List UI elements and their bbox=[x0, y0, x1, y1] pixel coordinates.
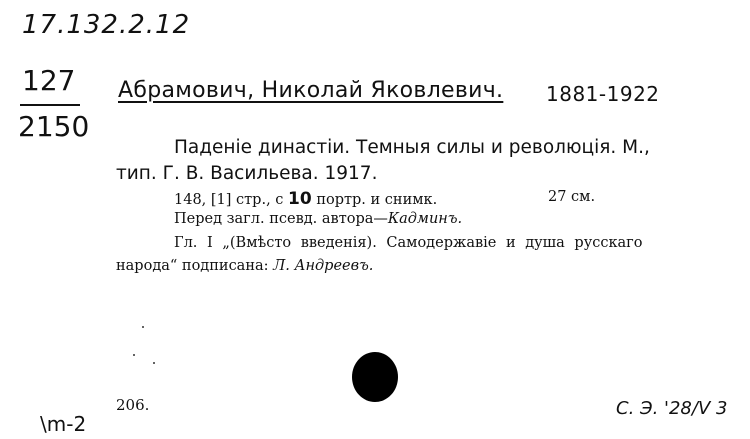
collation-line bbox=[174, 189, 437, 209]
collation-handwritten-number: 10 bbox=[288, 189, 312, 209]
collation-rest: портр. и снимк. bbox=[316, 192, 438, 208]
corner-right-mark: С. Э. '28/Ⅴ 3 bbox=[616, 398, 728, 419]
note-1-pseudonym: Кадминъ. bbox=[387, 211, 463, 227]
shelf-mark-rule bbox=[20, 104, 80, 106]
punch-hole bbox=[352, 352, 398, 402]
heading-dates: 1881-1922 bbox=[546, 82, 660, 106]
note-2-line-1: Гл. I „(Вмѣсто введенiя). Самодержавiе и душа русскаго bbox=[174, 235, 643, 251]
speck bbox=[133, 354, 135, 356]
note-1 bbox=[174, 211, 462, 227]
shelf-mark-bottom: 2150 bbox=[18, 110, 90, 143]
note-2-signature: Л. Андреевъ. bbox=[273, 258, 374, 274]
note-1-prefix: Перед загл. псевд. автора— bbox=[174, 211, 388, 227]
card-number: 206. bbox=[116, 396, 150, 414]
speck bbox=[142, 326, 144, 328]
speck bbox=[153, 362, 155, 364]
collation-size: 27 см. bbox=[548, 189, 596, 205]
corner-left-mark: \m-2 bbox=[40, 412, 87, 436]
top-call-number: 17.132.2.12 bbox=[22, 10, 191, 40]
shelf-mark-top: 127 bbox=[22, 64, 76, 97]
heading-name: Абрамович, Николай Яковлевич. bbox=[118, 78, 504, 103]
collation-pages: 148, [1] стр., с bbox=[174, 192, 284, 208]
note-2-line-2 bbox=[116, 258, 373, 274]
title-line-2: тип. Г. В. Васильева. 1917. bbox=[116, 163, 378, 184]
note-2-prefix: народа“ подписана: bbox=[116, 258, 269, 274]
title-line-1: Паденiе династiи. Темныя силы и революцiя. М., bbox=[174, 137, 650, 158]
